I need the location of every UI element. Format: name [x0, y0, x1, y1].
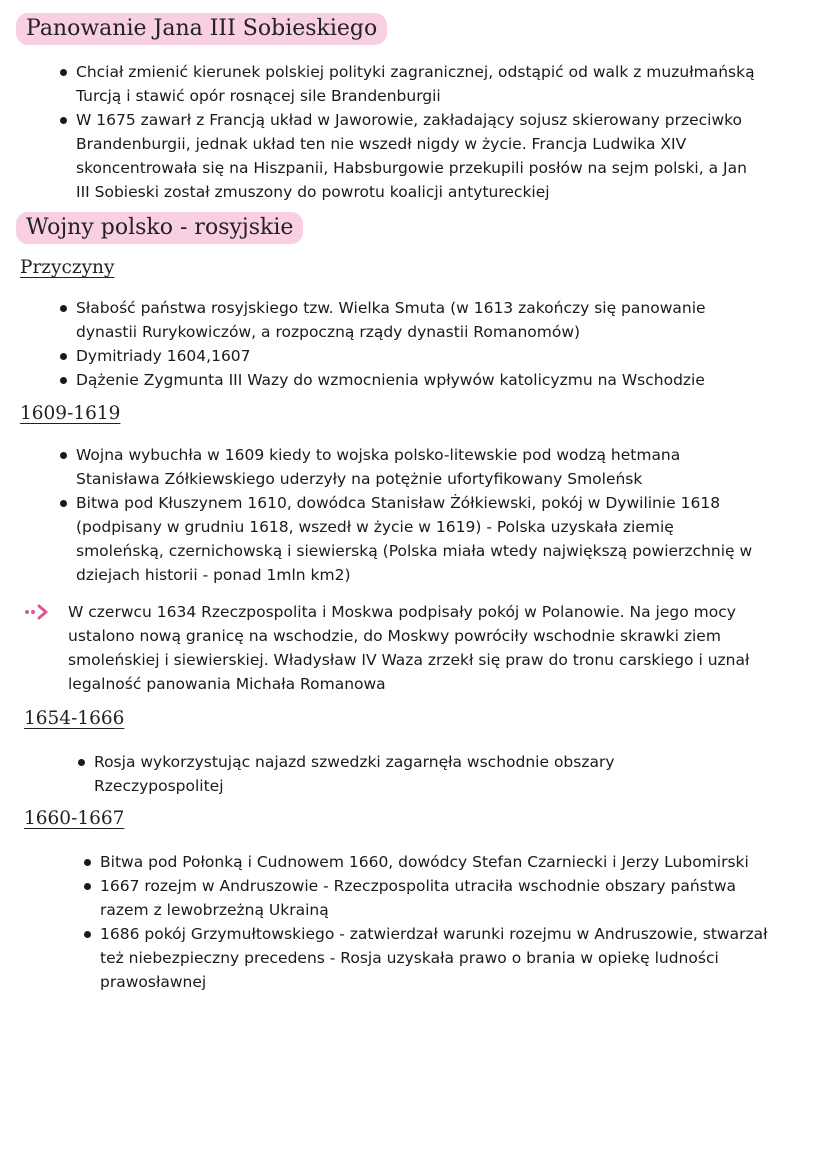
list-item: Słabość państwa rosyjskiego tzw. Wielka Smuta (w 1613 zakończy się panowanie dynastii Rurykowiczów, a rozpoczną rządy dynastii Romanomów): [56, 296, 756, 344]
przyczyny-list: [56, 296, 756, 392]
list-item: W 1675 zawarł z Francją układ w Jaworowie, zakładający sojusz skierowany przeciwko Brandenburgii, jednak układ ten nie wszedł nigdy w życie. Francja Ludwika XIV skoncentrowała się na Hiszpanii, Habsburgowie przekupili posłów na sejm polski, a Jan III Sobieski został zmuszony do powrotu koalicji antytureckiej: [56, 108, 756, 204]
subheading-1609-1619: 1609-1619: [20, 403, 121, 424]
list-item: Bitwa pod Połonką i Cudnowem 1660, dowódcy Stefan Czarniecki i Jerzy Lubomirski: [80, 850, 770, 874]
list-item: Dążenie Zygmunta III Wazy do wzmocnienia wpływów katolicyzmu na Wschodzie: [56, 368, 756, 392]
section-title-sobieski: Panowanie Jana III Sobieskiego: [16, 13, 387, 45]
list-item: Dymitriady 1604,1607: [56, 344, 756, 368]
list-item: Chciał zmienić kierunek polskiej polityki zagranicznej, odstąpić od walk z muzułmańską Turcją i stawić opór rosnącej sile Brandenburgii: [56, 60, 756, 108]
list-item: Rosja wykorzystując najazd szwedzki zagarnęła wschodnie obszary Rzeczypospolitej: [74, 750, 654, 798]
list-item: 1667 rozejm w Andruszowie - Rzeczpospolita utraciła wschodnie obszary państwa razem z lewobrzeżną Ukrainą: [80, 874, 770, 922]
list-1654: [74, 750, 654, 798]
list-1660: [80, 850, 770, 994]
subheading-1654-1666: 1654-1666: [24, 708, 125, 729]
list-item: Bitwa pod Kłuszynem 1610, dowódca Stanisław Żółkiewski, pokój w Dywilinie 1618 (podpisany w grudniu 1618, wszedł w życie w 1619) - Polska uzyskała ziemię smoleńską, czernichowską i siewierską (Polska miała wtedy największą powierzchnię w dziejach historii - ponad 1mln km2): [56, 491, 756, 587]
subheading-1660-1667: 1660-1667: [24, 808, 125, 829]
list-1609: [56, 443, 756, 587]
list-item: Wojna wybuchła w 1609 kiedy to wojska polsko-litewskie pod wodzą hetmana Stanisława Zółkiewskiego uderzyły na potężnie ufortyfikowany Smoleńsk: [56, 443, 756, 491]
sobieski-list: [56, 60, 756, 204]
arrow-right-icon: [24, 604, 52, 620]
list-item: 1686 pokój Grzymułtowskiego - zatwierdzał warunki rozejmu w Andruszowie, stwarzał też niebezpieczny precedens - Rosja uzyskała prawo o brania w opiekę ludności prawosławnej: [80, 922, 770, 994]
section-title-wojny: Wojny polsko - rosyjskie: [16, 212, 303, 244]
note-1634: W czerwcu 1634 Rzeczpospolita i Moskwa podpisały pokój w Polanowie. Na jego mocy ustalono nową granicę na wschodzie, do Moskwy powróciły wschodnie skrawki ziem smoleńskiej i siewierskiej. Władysław IV Waza zrzekł się praw do tronu carskiego i uznał legalność panowania Michała Romanowa: [68, 603, 750, 693]
subheading-przyczyny: Przyczyny: [20, 257, 115, 278]
